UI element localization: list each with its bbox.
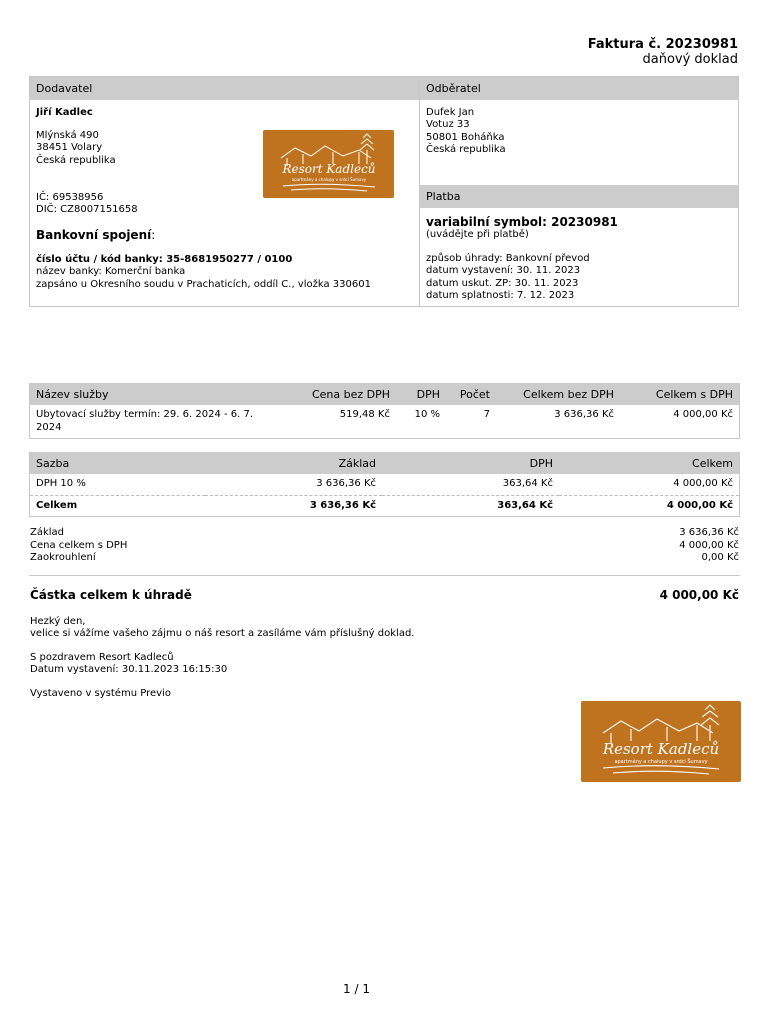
- resort-logo-graphic: [263, 130, 394, 198]
- col-total-net: Celkem bez DPH: [496, 383, 620, 405]
- summary-row-base: [30, 527, 739, 540]
- bank-heading-colon: :: [151, 228, 156, 242]
- footer-greeting: Hezký den,: [30, 616, 86, 627]
- issue-date: datum vystavení: 30. 11. 2023: [426, 265, 581, 277]
- customer-country: Česká republika: [426, 143, 506, 155]
- summary-label: Základ: [30, 527, 65, 538]
- page-number: 1 / 1: [343, 982, 370, 996]
- supplier-section: [30, 77, 420, 306]
- item-vat: 10 %: [414, 409, 440, 420]
- table-row: [30, 474, 739, 495]
- items-header-row: [30, 383, 739, 405]
- invoice-title-block: [588, 37, 738, 67]
- summary-row-rounding: [30, 552, 739, 565]
- table-row-total: [30, 495, 739, 516]
- variable-symbol-note: (uvádějte při platbě): [426, 229, 529, 240]
- supplier-city: 38451 Volary: [36, 142, 103, 154]
- footer-message: [30, 616, 414, 641]
- vat-amount: 363,64 Kč: [502, 478, 553, 489]
- summary-label: Cena celkem s DPH: [30, 539, 128, 551]
- logo-name: Resort Kadleců: [602, 740, 720, 758]
- vat-base: 3 636,36 Kč: [316, 478, 376, 489]
- item-name: Ubytovací služby termín: 29. 6. 2024 - 6. 7. 2024: [36, 409, 254, 433]
- item-total-net: 3 636,36 Kč: [554, 409, 614, 420]
- variable-symbol: variabilní symbol: 20230981: [426, 215, 618, 229]
- customer-name: Dufek Jan: [426, 107, 475, 118]
- supplier-dic: DIČ: CZ8007151658: [36, 204, 138, 216]
- payment-details: [426, 253, 590, 302]
- customer-heading: Odběratel: [420, 77, 738, 100]
- item-qty: 7: [483, 409, 490, 420]
- resort-logo-graphic: [581, 701, 741, 782]
- vat-rate: DPH 10 %: [36, 478, 86, 489]
- col-quantity: Počet: [446, 383, 496, 405]
- payment-method: způsob úhrady: Bankovní převod: [426, 253, 590, 264]
- col-service-name: Název služby: [30, 383, 280, 405]
- supplier-country: Česká republika: [36, 154, 116, 166]
- supplier-address: [36, 130, 116, 167]
- col-rate: Sazba: [30, 452, 205, 474]
- summary-label: Zaokrouhlení: [30, 552, 96, 563]
- vat-total-sum: 4 000,00 Kč: [559, 495, 739, 516]
- summary-value: 4 000,00 Kč: [679, 539, 739, 551]
- footer-signature: [30, 652, 227, 677]
- total-due-value: 4 000,00 Kč: [659, 588, 739, 602]
- supplier-name: Jiří Kadlec: [36, 107, 93, 118]
- supplier-street: Mlýnská 490: [36, 130, 99, 141]
- resort-logo-top: [263, 130, 394, 198]
- divider: [29, 575, 740, 576]
- footer-system: Vystaveno v systému Previo: [30, 688, 171, 699]
- col-base: Základ: [205, 452, 382, 474]
- col-price-net: Cena bez DPH: [280, 383, 396, 405]
- customer-city: 50801 Boháňka: [426, 131, 505, 143]
- summary-value: 0,00 Kč: [701, 552, 739, 563]
- summary-row-gross: [30, 540, 739, 553]
- customer-payment-section: [420, 77, 738, 306]
- bank-heading-text: Bankovní spojení: [36, 228, 152, 242]
- document-type: daňový doklad: [642, 52, 738, 67]
- footer-body: velice si vážíme vašeho zájmu o náš resort a zasíláme vám příslušný doklad.: [30, 628, 415, 640]
- supplier-ic: IČ: 69538956: [36, 192, 104, 203]
- footer-regards: S pozdravem Resort Kadleců: [30, 652, 174, 663]
- customer-address: [426, 107, 506, 156]
- due-date: datum splatnosti: 7. 12. 2023: [426, 289, 575, 301]
- logo-tagline: apartmány a chalupy v srdci Šumavy: [614, 759, 708, 765]
- bank-account: číslo účtu / kód banky: 35-8681950277 / 0100: [36, 254, 293, 265]
- total-due-row: [30, 588, 739, 602]
- summary-value: 3 636,36 Kč: [679, 527, 739, 538]
- resort-logo-bottom: [581, 701, 741, 782]
- vat-table: [29, 452, 740, 517]
- footer-issued-at: Datum vystavení: 30.11.2023 16:15:30: [30, 664, 228, 676]
- logo-tagline: apartmány a chalupy v srdci Šumavy: [291, 177, 367, 182]
- vat-total: 4 000,00 Kč: [673, 478, 733, 489]
- taxable-date: datum uskut. ZP: 30. 11. 2023: [426, 277, 579, 289]
- table-row: [30, 405, 739, 438]
- total-due-label: Částka celkem k úhradě: [30, 588, 192, 602]
- col-total-gross: Celkem s DPH: [620, 383, 739, 405]
- supplier-heading: Dodavatel: [30, 77, 419, 100]
- bank-details: [36, 254, 371, 291]
- col-total: Celkem: [559, 452, 739, 474]
- items-table: [29, 383, 740, 439]
- parties-box: [29, 76, 739, 307]
- court-registry: zapsáno u Okresního soudu v Prachaticích, oddíl C., vložka 330601: [36, 278, 371, 290]
- summary-block: [30, 527, 739, 565]
- invoice-title: Faktura č. 20230981: [587, 37, 738, 52]
- col-vat: DPH: [396, 383, 446, 405]
- bank-name: název banky: Komerční banka: [36, 266, 186, 278]
- vat-total-label: Celkem: [30, 495, 205, 516]
- vat-header-row: [30, 452, 739, 474]
- supplier-ids: [36, 192, 138, 217]
- vat-total-amount: 363,64 Kč: [382, 495, 559, 516]
- logo-name: Resort Kadleců: [282, 162, 376, 176]
- bank-heading: [36, 228, 155, 242]
- item-price: 519,48 Kč: [339, 409, 390, 420]
- col-vat-amount: DPH: [382, 452, 559, 474]
- item-total-gross: 4 000,00 Kč: [673, 409, 733, 420]
- vat-total-base: 3 636,36 Kč: [205, 495, 382, 516]
- customer-street: Votuz 33: [426, 119, 470, 131]
- payment-heading: Platba: [420, 185, 738, 208]
